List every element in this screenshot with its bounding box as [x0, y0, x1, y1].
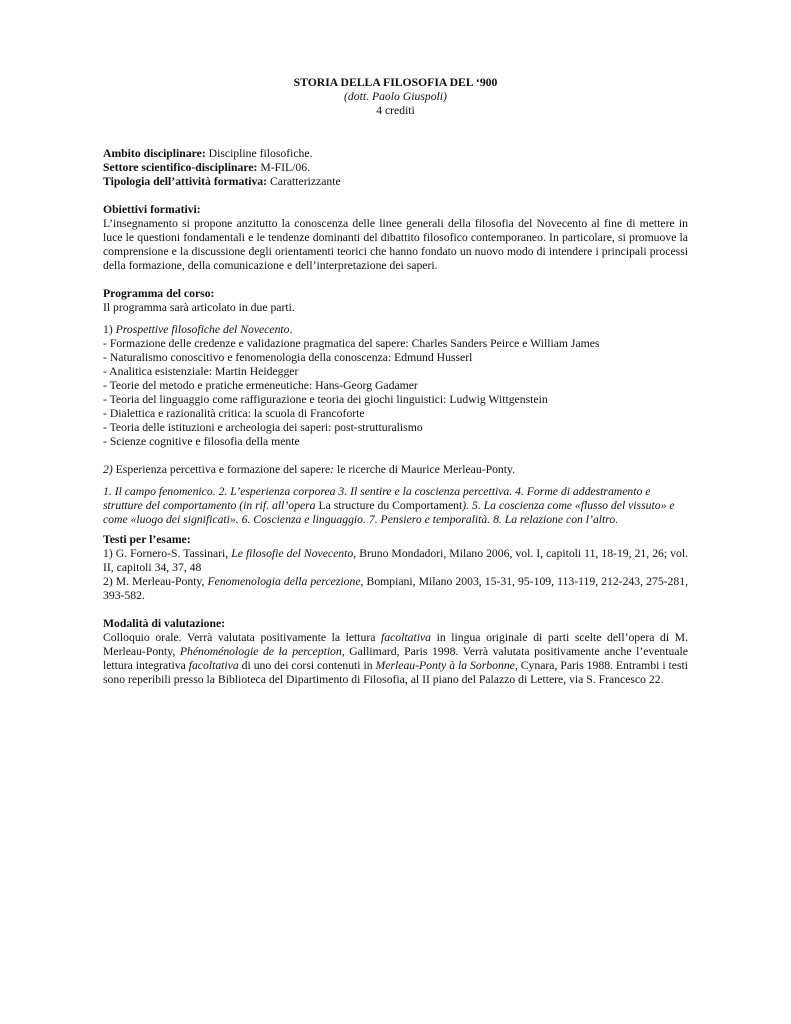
- course-title: STORIA DELLA FILOSOFIA DEL ‘900: [293, 76, 498, 89]
- obiettivi-heading: Obiettivi formativi:: [103, 203, 201, 216]
- list-item: - Formazione delle credenze e validazione pragmatica del sapere: Charles Sanders Peirce e William James: [103, 337, 600, 350]
- teacher-name: (dott. Paolo Giuspoli): [344, 90, 447, 103]
- part1-title: 1) Prospettive filosofiche del Novecento.: [103, 323, 293, 336]
- list-item: - Dialettica e razionalità critica: la scuola di Francoforte: [103, 407, 365, 420]
- modalita-heading: Modalità di valutazione:: [103, 617, 226, 630]
- testi-item-2: 2) M. Merleau-Ponty, Fenomenologia della percezione, Bompiani, Milano 2003, 15-31, 95-109, 113-119, 212-243, 275-281, 393-582.: [103, 575, 689, 602]
- part2-detail: 1. Il campo fenomenico. 2. L’esperienza corporea 3. Il sentire e la coscienza percettiva. 4. Forme di addestramento e strutture del comportamento (in rif. all’opera La structure du Comportament). 5. La coscienza come «flusso del vissuto» e come «luogo dei significati». 6. Coscienza e linguaggio. 7. Pensiero e temporalità. 8. La relazione con l’altro.: [103, 485, 675, 526]
- testi-item-1: 1) G. Fornero-S. Tassinari, Le filosofie del Novecento, Bruno Mondadori, Milano 2006, vol. I, capitoli 11, 18-19, 21, 26; vol. II, capitoli 34, 37, 48: [103, 547, 689, 574]
- part2-title: 2) Esperienza percettiva e formazione del sapere: le ricerche di Maurice Merleau-Ponty.: [103, 463, 516, 476]
- tipologia-value: Caratterizzante: [267, 175, 341, 188]
- modalita-text: Colloquio orale. Verrà valutata positivamente la lettura facoltativa in lingua originale di parti scelte dell’opera di M. Merleau-Ponty, Phénoménologie de la perception, Gallimard, Paris 1998. Verrà valutata positivamente anche l’eventuale lettura integrativa facoltativa di uno dei corsi contenuti in Merleau-Ponty à la Sorbonne, Cynara, Paris 1988. Entrambi i testi sono reperibili presso la Biblioteca del Dipartimento di Filosofia, al II piano del Palazzo di Lettere, via S. Francesco 22.: [103, 631, 689, 686]
- settore-line: [103, 161, 688, 175]
- part1-topic-list: [103, 337, 688, 449]
- list-item: - Teoria delle istituzioni e archeologia dei saperi: post-strutturalismo: [103, 421, 423, 434]
- settore-label: Settore scientifico-disciplinare:: [103, 161, 258, 174]
- list-item: - Teorie del metodo e pratiche ermeneutiche: Hans-Georg Gadamer: [103, 379, 418, 392]
- course-credits: 4 crediti: [376, 104, 415, 117]
- ambito-value: Discipline filosofiche.: [205, 147, 313, 160]
- obiettivi-text: L’insegnamento si propone anzitutto la conoscenza delle linee generali della filosofia del Novecento al fine di mettere in luce le questioni fondamentali e le tendenze dominanti del dibattito filosofico contemporaneo. In particolare, si promuove la comprensione e la discussione degli orientamenti teorici che hanno fondato un nuovo modo di intendere i principali processi della formazione, della comunicazione e dell’interpretazione dei saperi.: [103, 217, 688, 272]
- tipologia-label: Tipologia dell’attività formativa:: [103, 175, 268, 188]
- tipologia-line: [103, 175, 688, 189]
- list-item: - Naturalismo conoscitivo e fenomenologia della conoscenza: Edmund Husserl: [103, 351, 473, 364]
- programma-intro: Il programma sarà articolato in due parti.: [103, 301, 295, 314]
- ambito-label: Ambito disciplinare:: [103, 147, 206, 160]
- list-item: - Teoria del linguaggio come raffigurazione e teoria dei giochi linguistici: Ludwig Wittgenstein: [103, 393, 548, 406]
- list-item: - Analitica esistenziale: Martin Heidegger: [103, 365, 299, 378]
- document-content: [103, 76, 688, 687]
- settore-value: M-FIL/06.: [257, 161, 310, 174]
- list-item: - Scienze cognitive e filosofia della mente: [103, 435, 300, 448]
- ambito-line: [103, 147, 688, 161]
- testi-heading: Testi per l’esame:: [103, 533, 191, 546]
- programma-heading: Programma del corso:: [103, 287, 215, 300]
